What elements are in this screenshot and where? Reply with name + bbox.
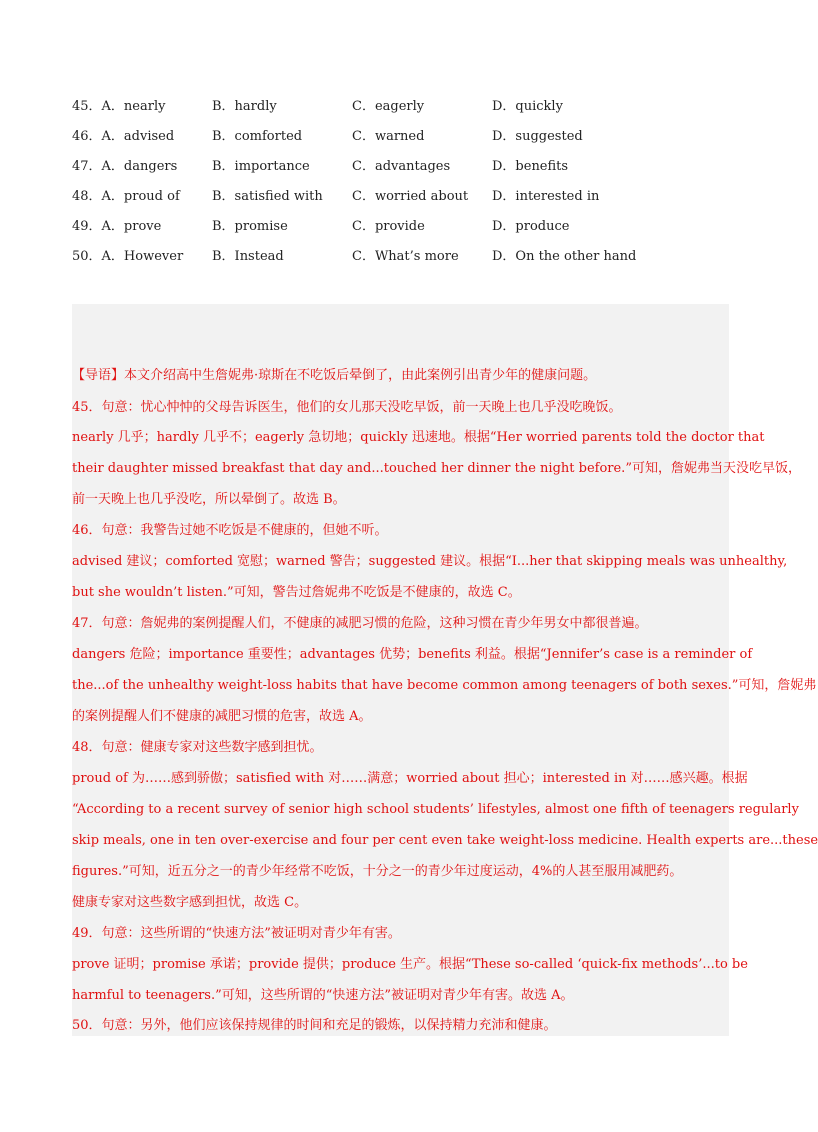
explanation-line: harmful to teenagers.”可知，这些所谓的“快速方法”被证明对青少年有害。故选 A。 bbox=[72, 988, 574, 1003]
option-b: B．importance bbox=[212, 159, 310, 174]
explanation-line: 45．句意：忧心忡忡的父母告诉医生，他们的女儿那天没吃早饭，前一天晚上也几乎没吃晚饭。 bbox=[72, 400, 622, 415]
explanation-line: 47．句意：詹妮弗的案例提醒人们，不健康的减肥习惯的危险，这种习惯在青少年男女中都很普遍。 bbox=[72, 616, 648, 631]
explanation-line: proud of 为……感到骄傲；satisfied with 对……满意；worried about 担心；interested in 对……感兴趣。根据 bbox=[72, 771, 748, 786]
option-c: C．eagerly bbox=[352, 99, 425, 114]
option-d: D．produce bbox=[492, 219, 570, 234]
explanation-line: the...of the unhealthy weight-loss habits that have become common among teenagers of both sexes.”可知，詹妮弗 bbox=[72, 678, 817, 693]
explanation-line: their daughter missed breakfast that day and...touched her dinner the night before.”可知，詹妮弗当天没吃早饭， bbox=[72, 461, 801, 476]
option-c: C．warned bbox=[352, 129, 425, 144]
question-47-options bbox=[72, 154, 732, 184]
option-c: C．What’s more bbox=[352, 249, 459, 264]
option-b: B．promise bbox=[212, 219, 288, 234]
explanation-line: 48．句意：健康专家对这些数字感到担忧。 bbox=[72, 740, 323, 755]
explanation-line: 46．句意：我警告过她不吃饭是不健康的，但她不听。 bbox=[72, 523, 388, 538]
explanation-line: 前一天晚上也几乎没吃，所以晕倒了。故选 B。 bbox=[72, 492, 346, 507]
question-49-options bbox=[72, 214, 732, 244]
explanation-line: “According to a recent survey of senior high school students’ lifestyles, almost one fifth of teenagers regularly bbox=[72, 802, 799, 817]
question-48-options bbox=[72, 184, 732, 214]
explanation-line: skip meals, one in ten over-exercise and four per cent even take weight-loss medicine. Health experts are...these bbox=[72, 833, 818, 848]
explanation-line: 的案例提醒人们不健康的减肥习惯的危害，故选 A。 bbox=[72, 709, 372, 724]
option-c: C．advantages bbox=[352, 159, 451, 174]
explanation-line: dangers 危险；importance 重要性；advantages 优势；benefits 利益。根据“Jennifer’s case is a reminder of bbox=[72, 647, 753, 662]
guide-intro: 【导语】本文介绍高中生詹妮弗·琼斯在不吃饭后晕倒了，由此案例引出青少年的健康问题。 bbox=[72, 368, 597, 383]
explanation-line: prove 证明；promise 承诺；provide 提供；produce 生产。根据“These so-called ‘quick-fix methods’...to be bbox=[72, 957, 748, 972]
explanation-line: advised 建议；comforted 宽慰；warned 警告；suggested 建议。根据“I...her that skipping meals was unhealthy, bbox=[72, 554, 788, 569]
option-a: 46．A．advised bbox=[72, 129, 175, 144]
option-d: D．benefits bbox=[492, 159, 569, 174]
explanation-line: 49．句意：这些所谓的“快速方法”被证明对青少年有害。 bbox=[72, 926, 401, 941]
option-b: B．Instead bbox=[212, 249, 284, 264]
option-c: C．provide bbox=[352, 219, 425, 234]
answer-explanation-panel bbox=[72, 304, 818, 1036]
options-table bbox=[72, 94, 732, 274]
explanation-line: nearly 几乎；hardly 几乎不；eagerly 急切地；quickly 迅速地。根据“Her worried parents told the doctor that bbox=[72, 430, 765, 445]
option-a: 48．A．proud of bbox=[72, 189, 180, 204]
question-46-options bbox=[72, 124, 732, 154]
option-d: D．On the other hand bbox=[492, 249, 637, 264]
option-a: 47．A．dangers bbox=[72, 159, 178, 174]
option-a: 49．A．prove bbox=[72, 219, 162, 234]
question-50-options bbox=[72, 244, 732, 274]
explanation-line: 50．句意：另外，他们应该保持规律的时间和充足的锻炼，以保持精力充沛和健康。 bbox=[72, 1018, 557, 1033]
option-a: 50．A．However bbox=[72, 249, 184, 264]
explanation-line: but she wouldn’t listen.”可知，警告过詹妮弗不吃饭是不健康的，故选 C。 bbox=[72, 585, 521, 600]
option-a: 45．A．nearly bbox=[72, 99, 166, 114]
option-c: C．worried about bbox=[352, 189, 469, 204]
option-d: D．suggested bbox=[492, 129, 583, 144]
option-b: B．comforted bbox=[212, 129, 303, 144]
option-b: B．hardly bbox=[212, 99, 277, 114]
explanation-line: 健康专家对这些数字感到担忧，故选 C。 bbox=[72, 895, 308, 910]
option-d: D．quickly bbox=[492, 99, 563, 114]
option-d: D．interested in bbox=[492, 189, 600, 204]
question-45-options bbox=[72, 94, 732, 124]
option-b: B．satisfied with bbox=[212, 189, 323, 204]
explanation-line: figures.”可知，近五分之一的青少年经常不吃饭，十分之一的青少年过度运动，4%的人甚至服用减肥药。 bbox=[72, 864, 683, 879]
